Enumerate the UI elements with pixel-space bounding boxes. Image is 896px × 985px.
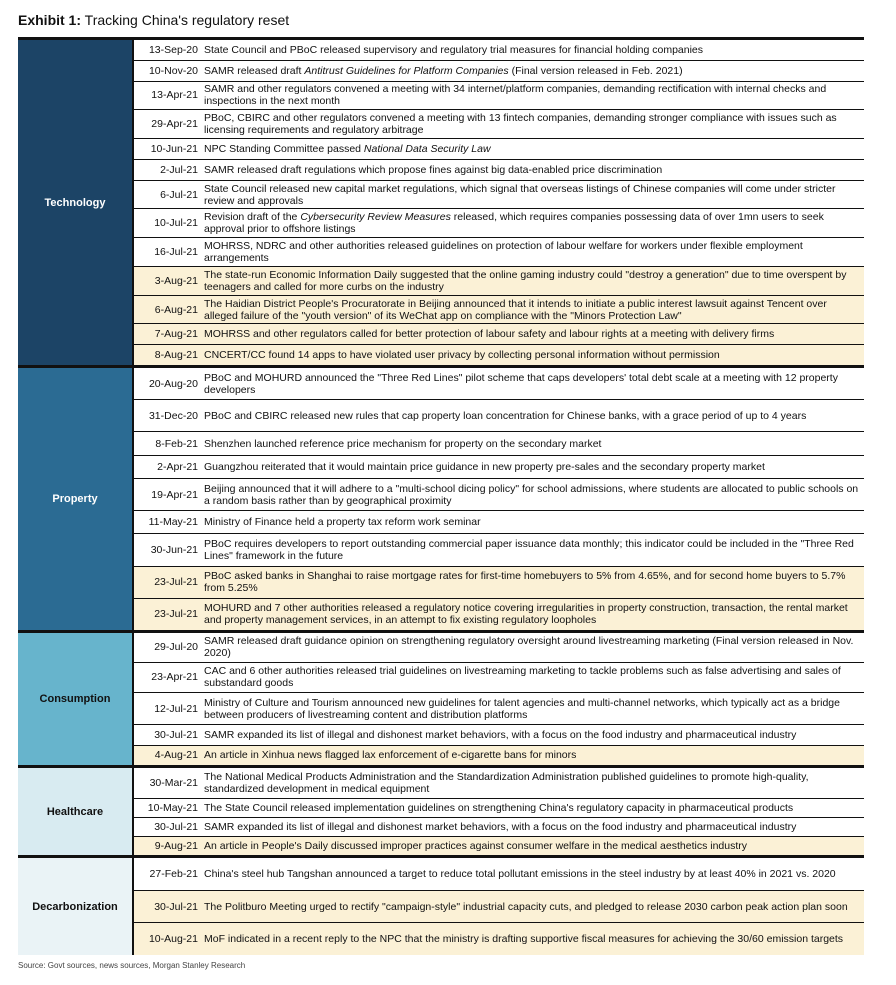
event-text-pre: SAMR released draft: [204, 64, 305, 77]
event-description: Beijing announced that it will adhere to a "multi-school dicing policy" for school admissions, where students are allocated to public schools on a random basis rather than by geographical proximity: [204, 482, 859, 507]
event-date: 10-Jun-21: [150, 143, 198, 155]
table-row: [134, 768, 864, 799]
event-description: Ministry of Culture and Tourism announced new guidelines for talent agencies and multi-channel networks, which typically act as a bridge between producers of livestreaming content and distribution platforms: [204, 696, 840, 721]
event-description: MOHRSS, NDRC and other authorities released guidelines on protection of labour welfare for workers under flexible employment arrangements: [204, 240, 803, 265]
table-row: [134, 345, 864, 365]
event-date: 6-Aug-21: [154, 303, 198, 316]
event-description: PBoC requires developers to report outstanding commercial paper issuance data monthly; this indicator could be included in the "Three Red Lines" framework in the future: [204, 538, 854, 562]
event-description: The National Medical Products Administration and the Standardization Administration published guidelines to promote high-quality, standardized development in medical equipment: [204, 770, 809, 795]
event-date: 29-Jul-20: [154, 641, 198, 654]
event-description: [204, 143, 864, 155]
event-description: PBoC and CBIRC released new rules that cap property loan concentration for Chinese banks, with a grace period of up to 4 years: [204, 409, 807, 422]
event-date: 13-Sep-20: [148, 43, 198, 56]
category-label: Consumption: [18, 633, 132, 765]
table-row: [134, 82, 864, 111]
section-consumption: [18, 630, 864, 765]
event-date: 12-Jul-21: [154, 702, 198, 715]
section-property: [18, 365, 864, 630]
event-date: 23-Jul-21: [154, 576, 198, 589]
event-list: [132, 368, 864, 630]
regulatory-table: [18, 37, 864, 954]
table-row: [134, 693, 864, 725]
table-row: [134, 746, 864, 765]
table-row: [134, 209, 864, 238]
event-description: PBoC, CBIRC and other regulators convened a meeting with 13 fintech companies, demanding stronger compliance with issues such as licensing requirements and regulatory arbitrage: [204, 112, 837, 137]
table-row: [134, 725, 864, 745]
event-text-pre: Revision draft of the: [204, 211, 301, 224]
event-description: China's steel hub Tangshan announced a target to reduce total pollutant emissions in the steel industry by at least 40% in 2021 vs. 2020: [204, 867, 836, 880]
event-list: [132, 40, 864, 365]
exhibit-label: Exhibit 1:: [18, 12, 82, 28]
table-row: [134, 837, 864, 855]
event-date: 20-Aug-20: [148, 377, 198, 390]
event-text-post: released, which requires companies possessing data of over 1mn users to seek approval prior to offshore listings: [204, 211, 824, 236]
event-description: State Council released new capital market regulations, which signal that overseas listings of Chinese companies will come under stricter review and approvals: [204, 182, 836, 207]
event-description: The State Council released implementation guidelines on strengthening China's regulatory capacity in pharmaceutical products: [204, 801, 794, 814]
event-description: [204, 65, 864, 77]
event-description: An article in Xinhua news flagged lax enforcement of e-cigarette bans for minors: [204, 749, 577, 762]
event-text-pre: NPC Standing Committee passed: [204, 143, 364, 155]
event-description: CAC and 6 other authorities released trial guidelines on livestreaming marketing to tackle problems such as false advertising and sales of substandard goods: [204, 665, 841, 690]
table-row: [134, 633, 864, 663]
event-date: 8-Feb-21: [155, 437, 198, 450]
event-description: The state-run Economic Information Daily suggested that the online gaming industry could "destroy a generation" due to time overspent by teenagers and called for more curbs on the industry: [204, 268, 847, 293]
event-date: 30-Mar-21: [149, 776, 198, 789]
table-row: [134, 368, 864, 400]
event-date: 31-Dec-20: [148, 409, 198, 422]
event-date: 3-Aug-21: [154, 274, 198, 287]
event-list: [132, 633, 864, 765]
event-date: 30-Jul-21: [154, 729, 198, 742]
event-description: SAMR released draft regulations which propose fines against big data-enabled price discrimination: [204, 163, 663, 176]
event-date: 13-Apr-21: [151, 89, 198, 102]
event-list: [132, 768, 864, 855]
event-date: 10-May-21: [147, 801, 198, 814]
section-healthcare: [18, 765, 864, 855]
event-date: 23-Jul-21: [154, 608, 198, 621]
event-date: 29-Apr-21: [151, 118, 198, 131]
table-row: [134, 858, 864, 891]
event-date: 10-Aug-21: [148, 933, 198, 946]
event-document-title: Cybersecurity Review Measures: [300, 211, 451, 224]
table-row: [134, 400, 864, 432]
category-label: Decarbonization: [18, 858, 132, 955]
event-date: 10-Nov-20: [148, 64, 198, 77]
table-row: [134, 534, 864, 566]
table-row: [134, 61, 864, 82]
event-date: 9-Aug-21: [154, 839, 198, 852]
event-date: 30-Jul-21: [154, 820, 198, 833]
table-row: [134, 181, 864, 210]
table-row: [134, 296, 864, 325]
event-date: 4-Aug-21: [154, 749, 198, 762]
table-row: [134, 891, 864, 924]
table-row: [134, 324, 864, 345]
event-description: An article in People's Daily discussed improper practices against consumer welfare in the medical aesthetics industry: [204, 839, 748, 852]
event-date: 30-Jul-21: [154, 900, 198, 913]
table-row: [134, 799, 864, 818]
event-description: PBoC asked banks in Shanghai to raise mortgage rates for first-time homebuyers to 5% from 4.65%, and for second home buyers to 5.7% from 5.25%: [204, 570, 846, 595]
table-row: [134, 923, 864, 955]
event-date: 10-Jul-21: [154, 217, 198, 230]
table-row: [134, 432, 864, 455]
section-technology: [18, 40, 864, 365]
event-description: SAMR expanded its list of illegal and dishonest market behaviors, with a focus on the food industry and pharmaceutical industry: [204, 820, 797, 833]
table-row: [134, 456, 864, 479]
table-row: [134, 238, 864, 267]
category-label: Technology: [18, 40, 132, 365]
event-description: Ministry of Finance held a property tax reform work seminar: [204, 516, 481, 529]
table-row: [134, 110, 864, 139]
table-row: [134, 511, 864, 534]
table-row: [134, 267, 864, 296]
event-description: SAMR released draft guidance opinion on strengthening regulatory oversight around livestreaming marketing (Final version released in Nov. 2020): [204, 635, 854, 660]
table-row: [134, 160, 864, 181]
event-date: 30-Jun-21: [150, 544, 198, 556]
event-document-title: National Data Security Law: [363, 143, 491, 155]
table-row: [134, 40, 864, 61]
event-description: SAMR and other regulators convened a meeting with 34 internet/platform companies, demanding rectification with internal checks and inspections in the next month: [204, 83, 827, 108]
event-date: 11-May-21: [148, 516, 198, 529]
event-date: 2-Jul-21: [160, 163, 198, 176]
event-list: [132, 858, 864, 955]
table-row: [134, 479, 864, 511]
table-row: [134, 567, 864, 599]
source-note: Source: Govt sources, news sources, Morgan Stanley Research: [18, 961, 246, 970]
event-date: 2-Apr-21: [157, 460, 198, 473]
table-row: [134, 599, 864, 630]
table-row: [134, 139, 864, 160]
event-description: CNCERT/CC found 14 apps to have violated user privacy by collecting personal information without permission: [204, 349, 720, 362]
table-row: [134, 663, 864, 693]
event-description: MOHURD and 7 other authorities released a regulatory notice covering irregularities in property construction, transaction, the rental market and property management services, in an attempt to fix existing regulatory loopholes: [204, 602, 848, 627]
event-date: 27-Feb-21: [149, 867, 198, 880]
event-date: 8-Aug-21: [154, 349, 198, 362]
event-description: PBoC and MOHURD announced the "Three Red Lines" pilot scheme that caps developers' total debt scale at a meeting with 12 property developers: [204, 371, 838, 396]
event-text-post: (Final version released in Feb. 2021): [508, 64, 683, 77]
exhibit-title: [18, 12, 289, 28]
event-description: The Politburo Meeting urged to rectify "campaign-style" industrial capacity cuts, and pledged to release 2030 carbon peak action plan soon: [204, 900, 848, 913]
event-date: 6-Jul-21: [160, 188, 198, 201]
event-description: SAMR expanded its list of illegal and dishonest market behaviors, with a focus on the food industry and pharmaceutical industry: [204, 729, 797, 742]
event-date: 16-Jul-21: [154, 246, 198, 259]
event-description: [204, 211, 864, 235]
event-date: 7-Aug-21: [154, 328, 198, 341]
event-description: Guangzhou reiterated that it would maintain price guidance in new property pre-sales and the secondary property market: [204, 460, 765, 473]
event-description: Shenzhen launched reference price mechanism for property on the secondary market: [204, 437, 602, 450]
section-decarbonization: [18, 855, 864, 955]
event-description: MOHRSS and other regulators called for better protection of labour safety and labour rights at a meeting with delivery firms: [204, 328, 775, 341]
category-label: Property: [18, 368, 132, 630]
event-description: MoF indicated in a recent reply to the NPC that the ministry is drafting supportive fiscal measures for achieving the 30/60 emission targets: [204, 933, 844, 946]
table-row: [134, 818, 864, 837]
event-date: 23-Apr-21: [151, 671, 198, 684]
event-description: The Haidian District People's Procuratorate in Beijing announced that it intends to initiate a public interest lawsuit against Tencent over alleged failure of the "youth version" of its WeChat app on compliance with the "Minors Protection Law": [204, 297, 827, 322]
exhibit-title-text: Tracking China's regulatory reset: [84, 12, 290, 28]
event-description: State Council and PBoC released supervisory and regulatory trial measures for financial holding companies: [204, 43, 704, 56]
event-document-title: Antitrust Guidelines for Platform Companies: [304, 64, 509, 77]
event-date: 19-Apr-21: [151, 488, 198, 501]
category-label: Healthcare: [18, 768, 132, 855]
